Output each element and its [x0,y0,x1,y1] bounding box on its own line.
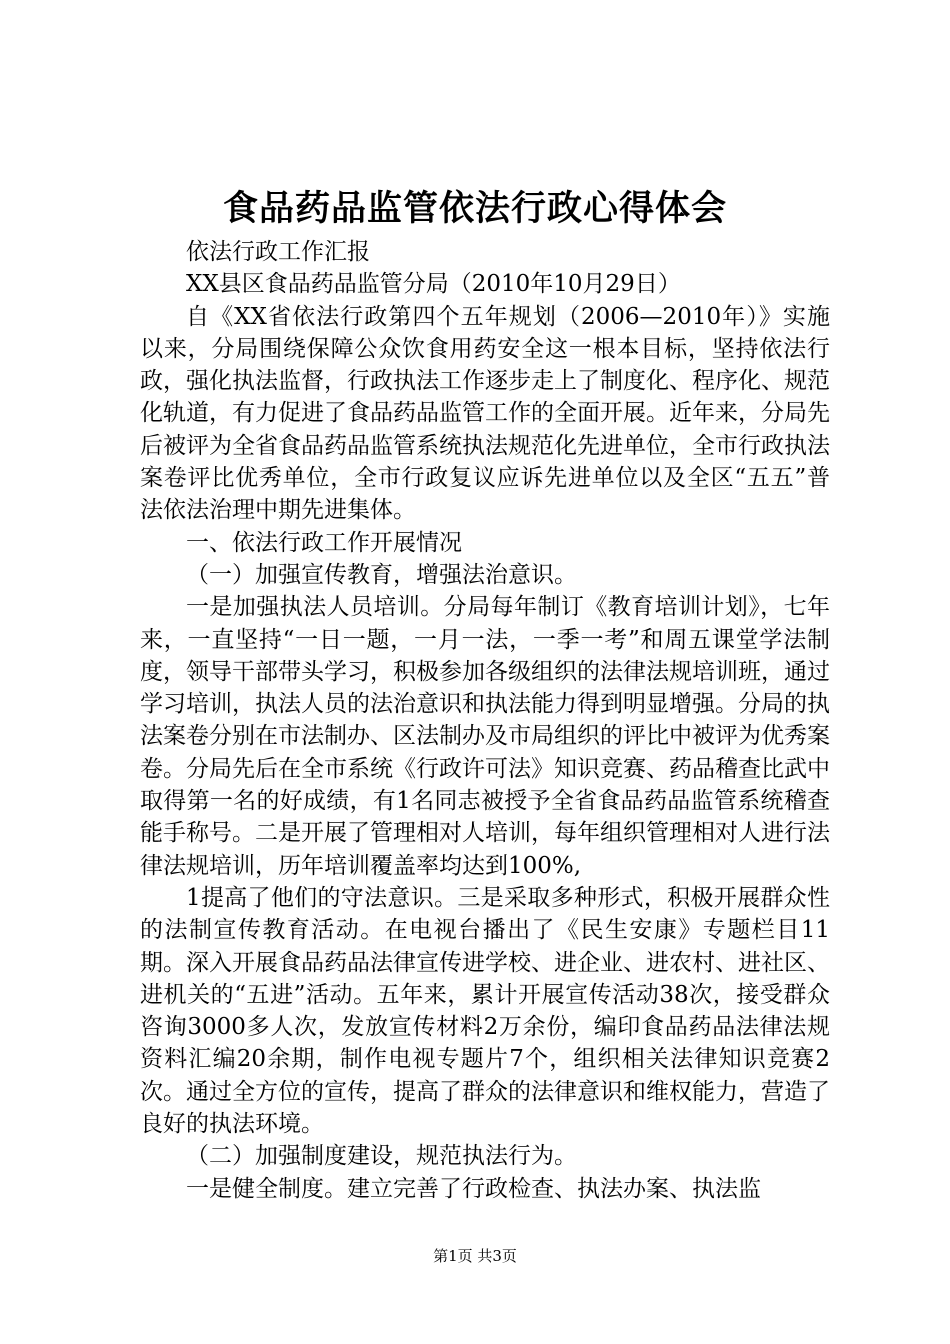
paragraph-report-heading: 依法行政工作汇报 [186,239,370,265]
paragraph-system-building: 一是健全制度。建立完善了行政检查、执法办案、执法监 [186,1175,761,1202]
paragraph-section-one-heading: 一、依法行政工作开展情况 [186,529,462,556]
document-body [140,236,830,1205]
paragraph-publicity: 1提高了他们的守法意识。三是采取多种形式，积极开展群众性的法制宣传教育活动。在电视台播出了《民生安康》专题栏目11期。深入开展食品药品法律宣传进学校、进企业、进农村、进社区、进机关的“五进”活动。五年来，累计开展宣传活动38次，接受群众咨询3000多人次，发放宣传材料2万余份，编印食品药品法律法规资料汇编20余期，制作电视专题片7个，组织相关法律知识竞赛2次。通过全方位的宣传，提高了群众的法律意识和维权能力，营造了良好的执法环境。 [140,884,830,1138]
paragraph-intro: 自《XX省依法行政第四个五年规划（2006—2010年）》实施以来，分局围绕保障公众饮食用药安全这一根本目标，坚持依法行政，强化执法监督，行政执法工作逐步走上了制度化、程序化、规范化轨道，有力促进了食品药品监管工作的全面开展。近年来，分局先后被评为全省食品药品监管系统执法规范化先进单位，全市行政执法案卷评比优秀单位，全市行政复议应诉先进单位以及全区“五五”普法依法治理中期先进集体。 [140,303,830,524]
paragraph-subsection-one-heading: （一）加强宣传教育，增强法治意识。 [186,561,577,588]
paragraph-training: 一是加强执法人员培训。分局每年制订《教育培训计划》，七年来，一直坚持“一日一题，一月一法，一季一考”和周五课堂学法制度，领导干部带头学习，积极参加各级组织的法律法规培训班，通过学习培训，执法人员的法治意识和执法能力得到明显增强。分局的执法案卷分别在市法制办、区法制办及市局组织的评比中被评为优秀案卷。分局先后在全市系统《行政许可法》知识竞赛、药品稽查比武中取得第一名的好成绩，有1名同志被授予全省食品药品监管系统稽查能手称号。二是开展了管理相对人培训，每年组织管理相对人进行法律法规培训，历年培训覆盖率均达到100%, [140,594,830,879]
page-number-footer: 第1页 共3页 [433,1247,517,1265]
document-title: 食品药品监管依法行政心得体会 [222,188,727,229]
paragraph-issuer-date: XX县区食品药品监管分局（2010年10月29日） [186,271,681,298]
paragraph-subsection-two-heading: （二）加强制度建设，规范执法行为。 [186,1143,577,1170]
